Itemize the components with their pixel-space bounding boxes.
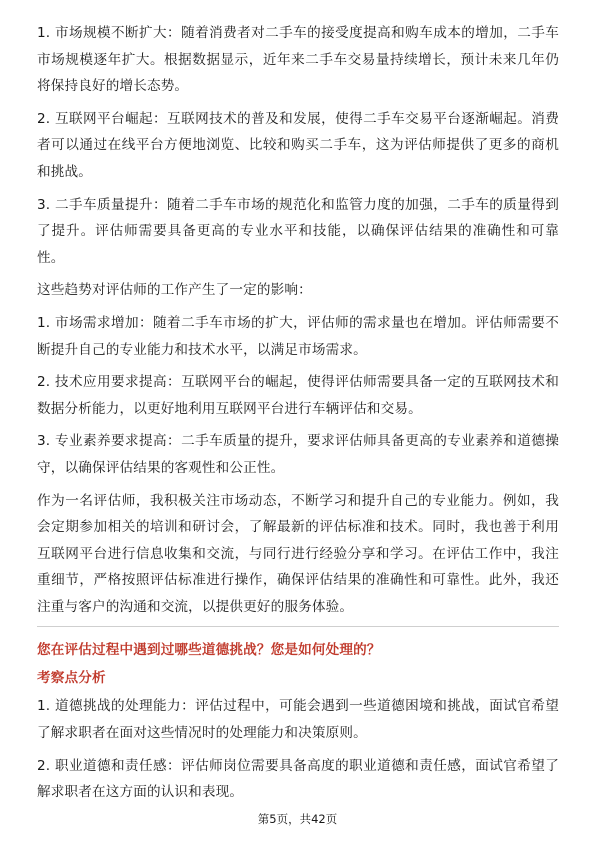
paragraph-tech-requirement: 2. 技术应用要求提高：互联网平台的崛起，使得评估师需要具备一定的互联网技术和数据分析能力，以更好地利用互联网平台进行车辆评估和交易。 bbox=[37, 374, 559, 417]
section-divider bbox=[37, 626, 559, 627]
paragraph-internet-platform: 2. 互联网平台崛起：互联网技术的普及和发展，使得二手车交易平台逐渐崛起。消费者可以通过在线平台方便地浏览、比较和购买二手车，这为评估师提供了更多的商机和挑战。 bbox=[37, 110, 559, 180]
paragraph-ethics-handling: 1. 道德挑战的处理能力：评估过程中，可能会遇到一些道德困境和挑战，面试官希望了解求职者在面对这些情况时的处理能力和决策原则。 bbox=[37, 698, 559, 742]
paragraph-professional-ethics: 2. 职业道德和责任感：评估师岗位需要具备高度的职业道德和责任感，面试官希望了解求职者在这方面的认识和表现。 bbox=[37, 757, 559, 801]
paragraph-market-scale: 1. 市场规模不断扩大：随着消费者对二手车的接受度提高和购车成本的增加，二手车市场规模逐年扩大。根据数据显示，近年来二手车交易量持续增长，预计未来几年仍将保持良好的增长态势。 bbox=[37, 25, 559, 95]
paragraph-personal-practice: 作为一名评估师，我积极关注市场动态，不断学习和提升自己的专业能力。例如，我会定期参加相关的培训和研讨会，了解最新的评估标准和技术。同时，我也善于利用互联网平台进行信息收集和交流，与同行进行经验分享和学习。在评估工作中，我注重细节，严格按照评估标准进行操作，确保评估结果的准确性和可靠性。此外，我还注重与客户的沟通和交流，以提供更好的服务体验。 bbox=[37, 492, 559, 615]
interview-question: 您在评估过程中遇到过哪些道德挑战？您是如何处理的？ bbox=[37, 642, 381, 659]
paragraph-demand-increase: 1. 市场需求增加：随着二手车市场的扩大，评估师的需求量也在增加。评估师需要不断提升自己的专业能力和技术水平，以满足市场需求。 bbox=[37, 314, 559, 358]
page-number: 第5页，共42页 bbox=[257, 812, 338, 826]
section-heading: 考察点分析 bbox=[37, 670, 106, 687]
document-body bbox=[37, 20, 559, 812]
paragraph-quality-improvement: 3. 二手车质量提升：随着二手车市场的规范化和监管力度的加强，二手车的质量得到了提升。评估师需要具备更高的专业水平和技能，以确保评估结果的准确性和可靠性。 bbox=[37, 196, 559, 266]
paragraph-professionalism: 3. 专业素养要求提高：二手车质量的提升，要求评估师具备更高的专业素养和道德操守，以确保评估结果的客观性和公正性。 bbox=[37, 433, 559, 476]
paragraph-impact-intro: 这些趋势对评估师的工作产生了一定的影响： bbox=[37, 282, 312, 299]
